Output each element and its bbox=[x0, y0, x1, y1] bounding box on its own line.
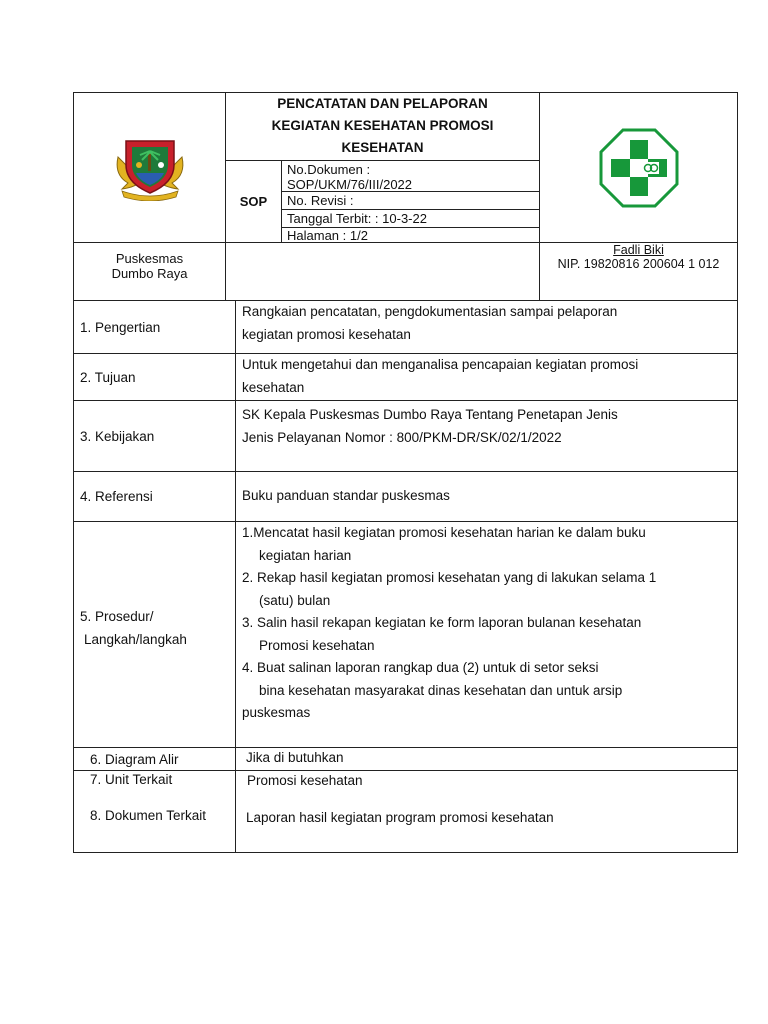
meta-halaman: Halaman : 1/2 bbox=[287, 228, 368, 243]
prosedur-label-line-2: Langkah/langkah bbox=[84, 631, 187, 647]
label-diagram-alir: 6. Diagram Alir bbox=[74, 748, 236, 770]
value-unit-terkait: Promosi kesehatan bbox=[247, 773, 363, 788]
document-meta bbox=[282, 161, 539, 243]
header-empty-cell bbox=[226, 243, 539, 300]
row-unit-terkait bbox=[74, 770, 737, 808]
prosedur-step-1-cont: kegiatan harian bbox=[259, 547, 352, 563]
puskesmas-line-1: Puskesmas bbox=[115, 251, 184, 266]
puskesmas-line-2: Dumbo Raya bbox=[111, 266, 188, 281]
row-prosedur bbox=[74, 521, 737, 747]
value-diagram-alir: Jika di butuhkan bbox=[246, 750, 344, 765]
signer-name: Fadli Biki bbox=[613, 243, 664, 257]
meta-no-dokumen bbox=[282, 161, 539, 192]
kebijakan-line-2: Jenis Pelayanan Nomor : 800/PKM-DR/SK/02/1/2022 bbox=[242, 429, 562, 445]
meta-no-revisi: No. Revisi : bbox=[282, 192, 539, 210]
kebijakan-line-1: SK Kepala Puskesmas Dumbo Raya Tentang Penetapan Jenis bbox=[242, 407, 618, 422]
title-line-2: KEGIATAN KESEHATAN PROMOSI bbox=[271, 118, 494, 133]
label-tujuan: 2. Tujuan bbox=[74, 354, 236, 400]
value-dokumen-terkait: Laporan hasil kegiatan program promosi kesehatan bbox=[246, 810, 554, 825]
label-kebijakan: 3. Kebijakan bbox=[74, 401, 236, 471]
value-pengertian bbox=[236, 301, 737, 353]
prosedur-step-2: 2. Rekap hasil kegiatan promosi kesehatan yang di lakukan selama 1 bbox=[242, 570, 657, 585]
sop-document bbox=[73, 92, 738, 853]
pengertian-line-2: kegiatan promosi kesehatan bbox=[242, 326, 411, 342]
row-dokumen-terkait bbox=[74, 808, 737, 852]
signer-nip: NIP. 19820816 200604 1 012 bbox=[557, 257, 720, 271]
label-dokumen-terkait: 8. Dokumen Terkait bbox=[74, 808, 236, 852]
city-emblem-cell bbox=[74, 93, 226, 243]
row-tujuan bbox=[74, 353, 737, 400]
label-pengertian: 1. Pengertian bbox=[74, 301, 236, 353]
value-kebijakan bbox=[236, 401, 737, 471]
city-emblem-icon bbox=[112, 135, 188, 201]
pengertian-line-1: Rangkaian pencatatan, pengdokumentasian sampai pelaporan bbox=[242, 304, 618, 319]
prosedur-step-3-cont: Promosi kesehatan bbox=[259, 637, 375, 653]
no-dokumen-value: SOP/UKM/76/III/2022 bbox=[287, 177, 413, 192]
prosedur-label-line-1: 5. Prosedur/ bbox=[80, 609, 154, 624]
prosedur-step-1: 1.Mencatat hasil kegiatan promosi kesehatan harian ke dalam buku bbox=[242, 525, 646, 540]
health-logo-cell bbox=[539, 93, 737, 243]
value-referensi bbox=[236, 472, 737, 521]
referensi-line-1: Buku panduan standar puskesmas bbox=[242, 488, 450, 504]
value-tujuan bbox=[236, 354, 737, 400]
tujuan-line-2: kesehatan bbox=[242, 379, 305, 395]
sop-content-table bbox=[73, 301, 738, 853]
label-referensi: 4. Referensi bbox=[74, 472, 236, 521]
row-diagram-alir bbox=[74, 747, 737, 770]
puskesmas-name bbox=[74, 243, 226, 300]
prosedur-step-2-cont: (satu) bulan bbox=[259, 592, 331, 608]
label-unit-terkait: 7. Unit Terkait bbox=[74, 771, 236, 808]
label-prosedur bbox=[74, 522, 236, 747]
signature-block bbox=[539, 243, 737, 300]
no-dokumen-label: No.Dokumen : bbox=[287, 162, 371, 177]
tujuan-line-1: Untuk mengetahui dan menganalisa pencapaian kegiatan promosi bbox=[242, 357, 639, 372]
title-line-3: KESEHATAN bbox=[341, 140, 424, 155]
prosedur-step-3: 3. Salin hasil rekapan kegiatan ke form laporan bulanan kesehatan bbox=[242, 615, 642, 630]
sop-header bbox=[73, 92, 738, 301]
row-kebijakan bbox=[74, 400, 737, 471]
title-line-1: PENCATATAN DAN PELAPORAN bbox=[277, 96, 488, 111]
prosedur-step-4-cont: bina kesehatan masyarakat dinas kesehatan dan untuk arsip bbox=[259, 682, 623, 698]
sop-label: SOP bbox=[226, 161, 282, 243]
puskesmas-cross-icon bbox=[599, 128, 679, 208]
meta-tanggal-terbit: Tanggal Terbit: : 10-3-22 bbox=[282, 210, 539, 228]
prosedur-step-4: 4. Buat salinan laporan rangkap dua (2) untuk di setor seksi bbox=[242, 660, 599, 675]
document-title bbox=[226, 93, 539, 161]
row-referensi bbox=[74, 471, 737, 521]
value-prosedur bbox=[236, 522, 737, 747]
prosedur-step-4-end: puskesmas bbox=[242, 705, 311, 720]
row-pengertian bbox=[74, 301, 737, 353]
